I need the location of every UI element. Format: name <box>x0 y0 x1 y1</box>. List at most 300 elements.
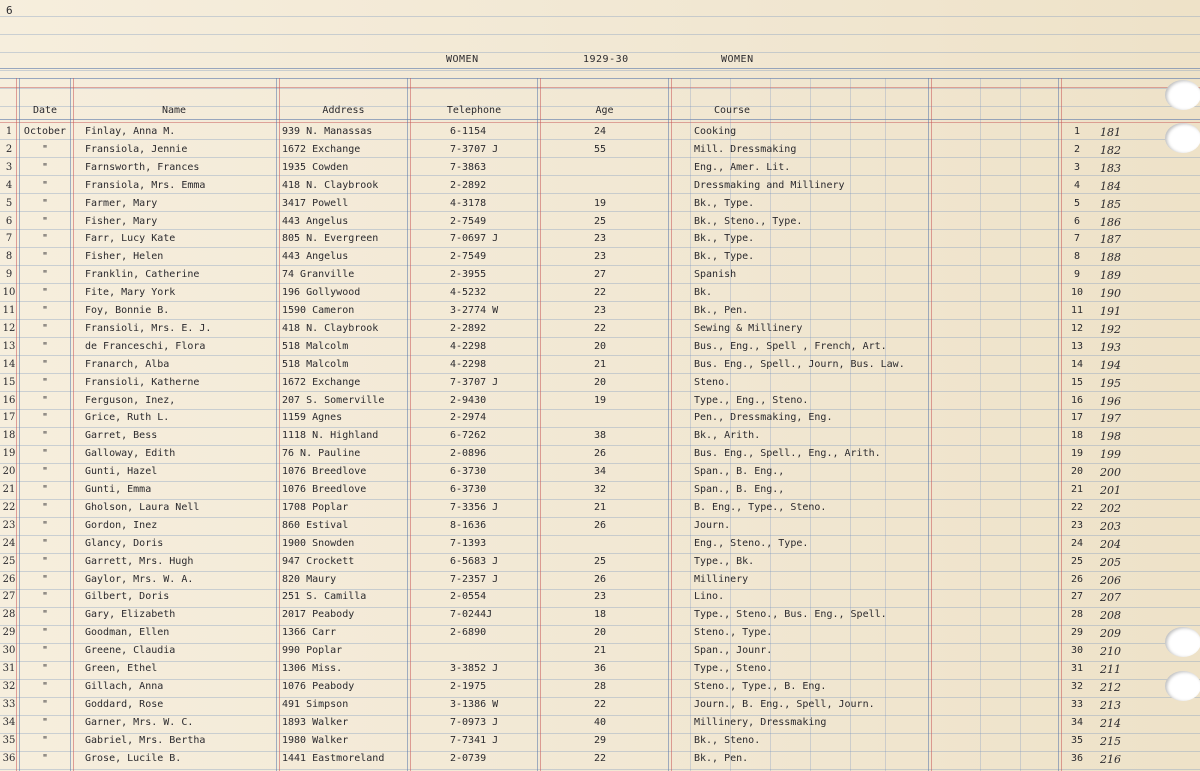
name-cell: Farr, Lucy Kate <box>85 233 176 245</box>
age-cell: 36 <box>593 663 607 674</box>
address-cell: 1076 Breedlove <box>282 466 367 478</box>
address-cell: 1306 Miss. <box>282 663 343 674</box>
row-number: 27 <box>2 591 16 603</box>
entry-number-cell: 31 <box>1070 663 1084 674</box>
row-number: 12 <box>2 322 16 334</box>
age-cell: 55 <box>593 143 607 155</box>
course-cell: Bus. Eng., Spell., Eng., Arith. <box>694 448 881 460</box>
telephone-cell: 6-1154 <box>450 126 487 137</box>
telephone-cell: 7-3707 J <box>450 143 499 155</box>
name-cell: Foy, Bonnie B. <box>85 305 170 316</box>
ledger-row <box>0 446 1200 464</box>
ledger-row <box>0 428 1200 446</box>
ledger-row <box>0 554 1200 572</box>
course-cell: Eng., Steno., Type. <box>694 537 809 549</box>
name-cell: Fisher, Helen <box>85 251 164 263</box>
course-cell: Steno., Type., B. Eng. <box>694 680 827 692</box>
handwritten-number-cell: 203 <box>1100 519 1121 533</box>
telephone-cell: 2-9430 <box>450 394 487 406</box>
address-cell: 820 Maury <box>282 573 337 585</box>
address-cell: 1893 Walker <box>282 716 349 728</box>
date-cell: " <box>41 143 49 155</box>
address-cell: 1441 Eastmoreland <box>282 752 385 764</box>
name-cell: Garner, Mrs. W. C. <box>85 716 194 728</box>
telephone-cell: 7-7341 J <box>450 734 499 746</box>
header-age: Age <box>595 105 614 116</box>
ledger-row <box>0 178 1200 196</box>
header-address: Address <box>322 105 365 116</box>
row-number: 25 <box>2 555 16 567</box>
course-cell: Mill. Dressmaking <box>694 143 797 155</box>
entry-number-cell: 18 <box>1070 430 1084 442</box>
age-cell: 26 <box>593 573 607 585</box>
row-number: 21 <box>2 484 16 495</box>
entry-number-cell: 9 <box>1073 269 1081 281</box>
course-cell: Span., Jounr. <box>694 645 773 657</box>
row-number: 1 <box>5 126 13 137</box>
ledger-row <box>0 321 1200 339</box>
entry-number-cell: 28 <box>1070 609 1084 621</box>
entry-number-cell: 23 <box>1070 519 1084 531</box>
handwritten-number-cell: 216 <box>1100 752 1121 766</box>
entry-number-cell: 2 <box>1073 143 1081 155</box>
name-cell: Gilbert, Doris <box>85 591 170 603</box>
row-number: 4 <box>5 179 13 191</box>
date-cell: " <box>41 233 49 245</box>
handwritten-number-cell: 189 <box>1100 269 1121 283</box>
date-cell: " <box>41 609 49 621</box>
handwritten-number-cell: 185 <box>1100 197 1121 211</box>
age-cell: 38 <box>593 430 607 442</box>
name-cell: Grice, Ruth L. <box>85 412 170 424</box>
ledger-row <box>0 339 1200 357</box>
entry-number-cell: 7 <box>1073 233 1081 245</box>
row-number: 5 <box>5 197 13 209</box>
age-cell: 25 <box>593 555 607 567</box>
handwritten-number-cell: 192 <box>1100 322 1121 336</box>
handwritten-number-cell: 196 <box>1100 394 1121 408</box>
ledger-row <box>0 142 1200 160</box>
telephone-cell: 7-3356 J <box>450 501 499 513</box>
address-cell: 1076 Peabody <box>282 680 355 692</box>
handwritten-number-cell: 187 <box>1100 233 1121 247</box>
age-cell: 34 <box>593 466 607 478</box>
date-cell: " <box>41 287 49 299</box>
name-cell: Fisher, Mary <box>85 215 158 227</box>
address-cell: 860 Estival <box>282 519 349 531</box>
name-cell: Gillach, Anna <box>85 680 164 692</box>
course-cell: Cooking <box>694 126 737 137</box>
entry-number-cell: 24 <box>1070 537 1084 549</box>
address-cell: 1708 Poplar <box>282 501 349 513</box>
entry-number-cell: 26 <box>1070 573 1084 585</box>
date-cell: " <box>41 591 49 603</box>
name-cell: Goodman, Ellen <box>85 627 170 639</box>
entry-number-cell: 22 <box>1070 501 1084 513</box>
age-cell: 23 <box>593 591 607 603</box>
ledger-row <box>0 715 1200 733</box>
age-cell: 20 <box>593 340 607 352</box>
telephone-cell: 2-2892 <box>450 322 487 334</box>
age-cell: 32 <box>593 484 607 495</box>
course-cell: Bk. <box>694 287 713 299</box>
date-cell: " <box>41 322 49 334</box>
corner-mark: 6 <box>6 4 13 17</box>
date-cell: October <box>23 126 67 137</box>
ledger-row <box>0 482 1200 500</box>
age-cell: 21 <box>593 501 607 513</box>
telephone-cell: 7-0244J <box>450 609 493 621</box>
telephone-cell: 2-0554 <box>450 591 487 603</box>
name-cell: Fite, Mary York <box>85 287 176 299</box>
name-cell: Franarch, Alba <box>85 358 170 370</box>
date-cell: " <box>41 215 49 227</box>
date-cell: " <box>41 663 49 674</box>
entry-number-cell: 3 <box>1073 161 1081 173</box>
age-cell: 28 <box>593 680 607 692</box>
course-cell: Bk., Arith. <box>694 430 761 442</box>
telephone-cell: 2-0739 <box>450 752 487 764</box>
ledger-row <box>0 536 1200 554</box>
age-cell: 22 <box>593 322 607 334</box>
binder-hole <box>1165 671 1200 701</box>
row-number: 6 <box>5 215 13 227</box>
row-number: 19 <box>2 448 16 460</box>
address-cell: 443 Angelus <box>282 215 349 227</box>
course-cell: Steno., Type. <box>694 627 773 639</box>
entry-number-cell: 25 <box>1070 555 1084 567</box>
course-cell: Bk., Type. <box>694 233 755 245</box>
address-cell: 990 Poplar <box>282 645 343 657</box>
date-cell: " <box>41 412 49 424</box>
date-cell: " <box>41 716 49 728</box>
name-cell: Garret, Bess <box>85 430 158 442</box>
handwritten-number-cell: 212 <box>1100 680 1121 694</box>
course-cell: Bk., Pen. <box>694 752 749 764</box>
handwritten-number-cell: 210 <box>1100 645 1121 659</box>
course-cell: Lino. <box>694 591 725 603</box>
name-cell: Gunti, Emma <box>85 484 152 495</box>
date-cell: " <box>41 501 49 513</box>
address-cell: 1980 Walker <box>282 734 349 746</box>
row-number: 14 <box>2 358 16 370</box>
name-cell: Gordon, Inez <box>85 519 158 531</box>
entry-number-cell: 32 <box>1070 680 1084 692</box>
telephone-cell: 7-0973 J <box>450 716 499 728</box>
course-cell: Journ., B. Eng., Spell, Journ. <box>694 698 875 710</box>
entry-number-cell: 4 <box>1073 179 1081 191</box>
age-cell: 19 <box>593 394 607 406</box>
entry-number-cell: 10 <box>1070 287 1084 299</box>
telephone-cell: 2-6890 <box>450 627 487 639</box>
title-left: WOMEN <box>446 54 479 65</box>
ledger-row <box>0 357 1200 375</box>
entry-number-cell: 14 <box>1070 358 1084 370</box>
name-cell: Green, Ethel <box>85 663 158 674</box>
address-cell: 1672 Exchange <box>282 376 361 388</box>
address-cell: 3417 Powell <box>282 197 349 209</box>
course-cell: Bk., Type. <box>694 197 755 209</box>
date-cell: " <box>41 269 49 281</box>
date-cell: " <box>41 394 49 406</box>
row-number: 31 <box>2 663 16 674</box>
name-cell: Gholson, Laura Nell <box>85 501 200 513</box>
name-cell: Gary, Elizabeth <box>85 609 176 621</box>
age-cell: 22 <box>593 287 607 299</box>
handwritten-number-cell: 197 <box>1100 412 1121 426</box>
name-cell: Ferguson, Inez, <box>85 394 176 406</box>
telephone-cell: 7-3707 J <box>450 376 499 388</box>
entry-number-cell: 16 <box>1070 394 1084 406</box>
ledger-row <box>0 751 1200 769</box>
address-cell: 491 Simpson <box>282 698 349 710</box>
row-number: 26 <box>2 573 16 585</box>
entry-number-cell: 21 <box>1070 484 1084 495</box>
row-number: 36 <box>2 752 16 764</box>
binder-hole <box>1165 627 1200 657</box>
name-cell: de Franceschi, Flora <box>85 340 206 352</box>
address-cell: 939 N. Manassas <box>282 126 373 137</box>
handwritten-number-cell: 206 <box>1100 573 1121 587</box>
handwritten-number-cell: 184 <box>1100 179 1121 193</box>
course-cell: Type., Steno. <box>694 663 773 674</box>
telephone-cell: 2-2974 <box>450 412 487 424</box>
ledger-row <box>0 500 1200 518</box>
age-cell: 23 <box>593 251 607 263</box>
age-cell: 23 <box>593 305 607 316</box>
row-number: 23 <box>2 519 16 531</box>
age-cell: 40 <box>593 716 607 728</box>
handwritten-number-cell: 195 <box>1100 376 1121 390</box>
address-cell: 207 S. Somerville <box>282 394 385 406</box>
row-number: 13 <box>2 340 16 352</box>
telephone-cell: 7-2357 J <box>450 573 499 585</box>
row-number: 28 <box>2 609 16 621</box>
header-name: Name <box>161 105 187 116</box>
telephone-cell: 2-7549 <box>450 215 487 227</box>
date-cell: " <box>41 484 49 495</box>
ledger-row <box>0 196 1200 214</box>
header-telephone: Telephone <box>446 105 502 116</box>
header-course: Course <box>713 105 751 116</box>
date-cell: " <box>41 197 49 209</box>
entry-number-cell: 17 <box>1070 412 1084 424</box>
row-number: 17 <box>2 412 16 424</box>
handwritten-number-cell: 202 <box>1100 501 1121 515</box>
ledger-row <box>0 518 1200 536</box>
name-cell: Farnsworth, Frances <box>85 161 200 173</box>
entry-number-cell: 8 <box>1073 251 1081 263</box>
entry-number-cell: 36 <box>1070 752 1084 764</box>
entry-number-cell: 13 <box>1070 340 1084 352</box>
title-center: 1929-30 <box>583 54 629 65</box>
course-cell: Spanish <box>694 269 737 281</box>
address-cell: 76 N. Pauline <box>282 448 361 460</box>
date-cell: " <box>41 645 49 657</box>
row-number: 15 <box>2 376 16 388</box>
row-number: 9 <box>5 269 13 281</box>
date-cell: " <box>41 752 49 764</box>
address-cell: 74 Granville <box>282 269 355 281</box>
telephone-cell: 6-5683 J <box>450 555 499 567</box>
row-number: 16 <box>2 394 16 406</box>
course-cell: Span., B. Eng., <box>694 484 785 495</box>
row-number: 24 <box>2 537 16 549</box>
date-cell: " <box>41 627 49 639</box>
address-cell: 947 Crockett <box>282 555 355 567</box>
address-cell: 418 N. Claybrook <box>282 322 379 334</box>
binder-hole <box>1165 80 1200 110</box>
name-cell: Fransiola, Jennie <box>85 143 188 155</box>
row-number: 29 <box>2 627 16 639</box>
entry-number-cell: 5 <box>1073 197 1081 209</box>
row-number: 20 <box>2 466 16 478</box>
date-cell: " <box>41 448 49 460</box>
name-cell: Goddard, Rose <box>85 698 164 710</box>
age-cell: 22 <box>593 752 607 764</box>
row-number: 30 <box>2 645 16 657</box>
ledger-row <box>0 249 1200 267</box>
row-number: 11 <box>2 305 16 316</box>
address-cell: 1076 Breedlove <box>282 484 367 495</box>
date-cell: " <box>41 305 49 316</box>
course-cell: Bk., Type. <box>694 251 755 263</box>
row-number: 18 <box>2 430 16 442</box>
course-cell: Bk., Steno. <box>694 734 761 746</box>
course-cell: Sewing & Millinery <box>694 322 803 334</box>
rule-top <box>0 68 1200 69</box>
course-cell: Type., Eng., Steno. <box>694 394 809 406</box>
telephone-cell: 6-7262 <box>450 430 487 442</box>
date-cell: " <box>41 573 49 585</box>
ledger-row <box>0 285 1200 303</box>
handwritten-number-cell: 211 <box>1100 663 1121 676</box>
course-cell: Bus., Eng., Spell , French, Art. <box>694 340 887 352</box>
ledger-row <box>0 607 1200 625</box>
row-number: 22 <box>2 501 16 513</box>
telephone-cell: 2-3955 <box>450 269 487 281</box>
address-cell: 1159 Agnes <box>282 412 343 424</box>
entry-number-cell: 34 <box>1070 716 1084 728</box>
title-right: WOMEN <box>721 54 754 65</box>
telephone-cell: 6-3730 <box>450 484 487 495</box>
telephone-cell: 4-2298 <box>450 340 487 352</box>
address-cell: 1935 Cowden <box>282 161 349 173</box>
age-cell: 24 <box>593 126 607 137</box>
telephone-cell: 3-2774 W <box>450 305 499 316</box>
age-cell: 20 <box>593 627 607 639</box>
handwritten-number-cell: 201 <box>1100 484 1121 497</box>
ledger-row <box>0 464 1200 482</box>
telephone-cell: 3-1386 W <box>450 698 499 710</box>
ledger-row <box>0 410 1200 428</box>
handwritten-number-cell: 193 <box>1100 340 1121 354</box>
date-cell: " <box>41 698 49 710</box>
ledger-row <box>0 643 1200 661</box>
handwritten-number-cell: 199 <box>1100 448 1121 462</box>
ledger-row <box>0 214 1200 232</box>
name-cell: Franklin, Catherine <box>85 269 200 281</box>
name-cell: Fransiola, Mrs. Emma <box>85 179 206 191</box>
ledger-row <box>0 661 1200 679</box>
handwritten-number-cell: 205 <box>1100 555 1121 569</box>
course-cell: Millinery, Dressmaking <box>694 716 827 728</box>
address-cell: 1590 Cameron <box>282 305 355 316</box>
date-cell: " <box>41 179 49 191</box>
entry-number-cell: 1 <box>1073 126 1081 137</box>
ledger-row <box>0 231 1200 249</box>
address-cell: 518 Malcolm <box>282 358 349 370</box>
course-cell: B. Eng., Type., Steno. <box>694 501 827 513</box>
row-number: 33 <box>2 698 16 710</box>
ledger-row <box>0 697 1200 715</box>
row-number: 32 <box>2 680 16 692</box>
row-number: 10 <box>2 287 16 299</box>
telephone-cell: 6-3730 <box>450 466 487 478</box>
row-number: 34 <box>2 716 16 728</box>
course-cell: Type., Bk. <box>694 555 755 567</box>
telephone-cell: 2-2892 <box>450 179 487 191</box>
course-cell: Steno. <box>694 376 731 388</box>
handwritten-number-cell: 183 <box>1100 161 1121 175</box>
row-number: 35 <box>2 734 16 746</box>
age-cell: 29 <box>593 734 607 746</box>
ledger-row <box>0 375 1200 393</box>
date-cell: " <box>41 161 49 173</box>
handwritten-number-cell: 215 <box>1100 734 1121 748</box>
address-cell: 518 Malcolm <box>282 340 349 352</box>
date-cell: " <box>41 555 49 567</box>
handwritten-number-cell: 214 <box>1100 716 1121 730</box>
handwritten-number-cell: 182 <box>1100 143 1121 157</box>
date-cell: " <box>41 680 49 692</box>
name-cell: Grose, Lucile B. <box>85 752 182 764</box>
entry-number-cell: 6 <box>1073 215 1081 227</box>
entry-number-cell: 19 <box>1070 448 1084 460</box>
date-cell: " <box>41 430 49 442</box>
entry-number-cell: 20 <box>1070 466 1084 478</box>
course-cell: Span., B. Eng., <box>694 466 785 478</box>
handwritten-number-cell: 204 <box>1100 537 1121 551</box>
handwritten-number-cell: 208 <box>1100 609 1121 623</box>
address-cell: 251 S. Camilla <box>282 591 367 603</box>
course-cell: Dressmaking and Millinery <box>694 179 845 191</box>
name-cell: Gaylor, Mrs. W. A. <box>85 573 194 585</box>
course-cell: Millinery <box>694 573 749 585</box>
name-cell: Gabriel, Mrs. Bertha <box>85 734 206 746</box>
date-cell: " <box>41 340 49 352</box>
ledger-row <box>0 625 1200 643</box>
course-cell: Type., Steno., Bus. Eng., Spell. <box>694 609 887 621</box>
date-cell: " <box>41 358 49 370</box>
handwritten-number-cell: 190 <box>1100 287 1121 301</box>
name-cell: Fransioli, Mrs. E. J. <box>85 322 212 334</box>
entry-number-cell: 27 <box>1070 591 1084 603</box>
age-cell: 27 <box>593 269 607 281</box>
row-number: 3 <box>5 161 13 173</box>
date-cell: " <box>41 537 49 549</box>
telephone-cell: 7-1393 <box>450 537 487 549</box>
ledger-row <box>0 160 1200 178</box>
telephone-cell: 4-5232 <box>450 287 487 299</box>
date-cell: " <box>41 376 49 388</box>
address-cell: 805 N. Evergreen <box>282 233 379 245</box>
course-cell: Journ. <box>694 519 731 531</box>
name-cell: Fransioli, Katherne <box>85 376 200 388</box>
handwritten-number-cell: 198 <box>1100 430 1121 444</box>
binder-hole <box>1165 123 1200 153</box>
name-cell: Garrett, Mrs. Hugh <box>85 555 194 567</box>
